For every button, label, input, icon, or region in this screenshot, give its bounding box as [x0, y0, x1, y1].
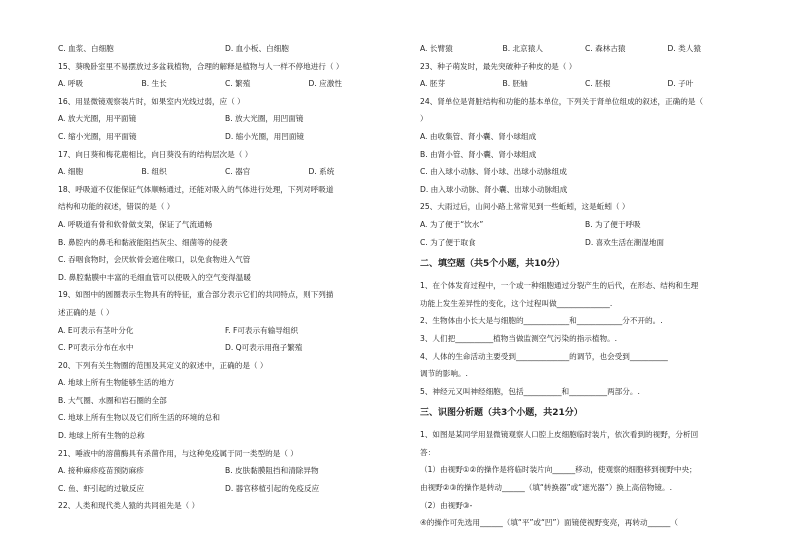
- text-line: C. 由入球小动脉、肾小球、出球小动脉组成: [420, 167, 567, 177]
- answer-option: D. 缩小光圈，用凹面镜: [225, 131, 305, 141]
- section-heading: 二、填空题（共5个小题，共10分）: [420, 259, 565, 270]
- answer-option: C. 血浆、白细胞: [58, 44, 114, 53]
- answer-option: B. 组织: [141, 167, 167, 177]
- text-line: 由视野②③的操作是转动______（填“转换器”或“遮光器”）换上高倍物镜。.: [420, 483, 672, 493]
- text-line: 15、葵晚卧室里不易摆放过多盆栽植物，合理的解释是植物与人一样不停地进行（ ）: [58, 61, 344, 71]
- text-line: 功能上发生差异性的变化，这个过程叫做______________.: [420, 298, 613, 308]
- answer-options-row: [58, 40, 392, 58]
- answer-options-row: [420, 40, 750, 58]
- text-line: 4、人体的生命活动主要受到______________的调节，也会受到__________: [420, 351, 668, 361]
- text-line: 3、人们把__________植物当做监测空气污染的指示植物。.: [420, 333, 618, 343]
- answer-options-row: [58, 339, 392, 357]
- answer-option: C. 森林古猿: [585, 44, 626, 53]
- answer-options-row: [58, 163, 392, 181]
- answer-option: D. 系统: [308, 167, 335, 177]
- answer-option: D. 类人猿: [667, 44, 701, 53]
- answer-options-row: [58, 128, 392, 146]
- text-line: 17、向日葵和梅花鹿相比，向日葵没有的结构层次是（ ）: [58, 149, 253, 159]
- text-line: 1、如图是某同学用显微镜观察人口腔上皮细胞临时装片，依次看到的视野，分析回: [420, 430, 699, 440]
- text-line: 结构和功能的叙述，错误的是（ ）: [58, 202, 175, 212]
- text-line: C. 地球上所有生物以及它们所生活的环境的总和: [58, 413, 221, 423]
- text-line: D. 由入球小动脉、肾小囊、出球小动脉组成: [420, 184, 568, 194]
- text-line: 5、神经元又叫神经细胞，包括__________和__________两部分。.: [420, 386, 640, 396]
- text-line: 25、大雨过后，山间小路上常常见到一些蚯蚓，这是蚯蚓（ ）: [420, 202, 630, 212]
- text-line: 述正确的是（ ）: [58, 307, 114, 317]
- answer-option: A. 接种麻疹疫苗预防麻疹: [58, 466, 144, 476]
- answer-option: A. 放大光圈，用平面镜: [58, 114, 137, 124]
- text-line: 调节的影响。.: [420, 369, 468, 379]
- answer-option: A. 胚芽: [420, 79, 446, 89]
- answer-option: B. 北京猿人: [502, 44, 543, 53]
- answer-options-row: [58, 110, 392, 128]
- answer-option: D. 应激性: [308, 79, 342, 89]
- answer-option: A. 呼吸: [58, 79, 84, 89]
- text-line: 20、下列有关生物圈的范围及其定义的叙述中，正确的是（ ）: [58, 360, 268, 370]
- answer-options-row: [58, 75, 392, 93]
- answer-option: B. 放大光圈，用凹面镜: [225, 114, 304, 124]
- text-line: D. 地球上所有生物的总称: [58, 431, 145, 441]
- text-line: 22、人类和现代类人猿的共同祖先是（ ）: [58, 501, 200, 511]
- text-line: ④的操作可先选用______（填“平”或“凹”）面镜使视野变亮，再转动______（: [420, 518, 678, 528]
- answer-options-row: [420, 75, 750, 93]
- section-heading: 三、识图分析题（共3个小题，共21分）: [420, 408, 583, 419]
- answer-option: D. 喜欢生活在潮湿地面: [585, 237, 665, 247]
- answer-option: C. P可表示分布在水中: [58, 343, 134, 353]
- answer-option: A. 长臂猿: [420, 44, 453, 53]
- text-line: C. 吞咽食物时，会厌软骨会遮住喉口，以免食物进入气管: [58, 255, 251, 265]
- answer-options-row: [58, 480, 392, 498]
- answer-option: D. Q可表示用孢子繁殖: [225, 343, 303, 353]
- left-column: [58, 40, 392, 515]
- answer-option: C. 器官: [225, 167, 251, 177]
- text-line: （2）由视野③-: [420, 500, 473, 510]
- answer-option: D. 子叶: [667, 79, 694, 89]
- answer-option: C. 胚根: [585, 79, 611, 89]
- text-line: ）: [420, 114, 428, 124]
- answer-option: B. 生长: [141, 79, 167, 89]
- answer-option: B. 胚轴: [502, 79, 528, 89]
- text-line: B. 大气圈、水圈和岩石圈的全部: [58, 395, 167, 405]
- answer-options-row: [58, 322, 392, 340]
- answer-option: C. 繁殖: [225, 79, 251, 89]
- text-line: 21、唾液中的溶菌酶具有杀菌作用，与这种免疫属于同一类型的是（ ）: [58, 448, 298, 458]
- answer-option: C. 为了便于取食: [420, 237, 476, 247]
- text-line: B. 鼻腔内的鼻毛和黏液能阻挡灰尘、细菌等的侵袭: [58, 237, 228, 247]
- answer-option: C. 鱼、虾引起的过敏反应: [58, 483, 145, 493]
- text-line: A. 由收集管、肾小囊、肾小球组成: [420, 131, 537, 141]
- answer-option: A. 细胞: [58, 167, 84, 177]
- text-line: A. 呼吸道有骨和软骨做支架，保证了气流通畅: [58, 219, 213, 229]
- answer-option: D. 器官移植引起的免疫反应: [225, 483, 320, 493]
- answer-option: C. 缩小光圈，用平面镜: [58, 131, 137, 141]
- text-line: 答：: [420, 447, 436, 457]
- answer-option: B. 皮肤黏膜阻挡和清除异物: [225, 466, 319, 476]
- right-column: [420, 40, 750, 532]
- text-line: 2、生物体由小长大是与细胞的____________和____________分不开的。.: [420, 316, 663, 326]
- text-line: 1、在个体发育过程中，一个或一种细胞通过分裂产生的后代，在形态、结构和生理: [420, 281, 699, 291]
- text-line: （1）由视野①②的操作是将临时装片向______移动，使观察的细胞移到视野中央；: [420, 465, 697, 475]
- answer-options-row: [58, 462, 392, 480]
- answer-option: A. 为了便于“饮水”: [420, 219, 484, 229]
- answer-option: A. E可表示有茎叶分化: [58, 325, 134, 335]
- text-line: 19、如图中的圆圈表示生物具有的特征，重合部分表示它们的共同特点，则下列描: [58, 290, 334, 300]
- answer-options-row: [420, 216, 750, 234]
- answer-option: D. 血小板、白细胞: [225, 44, 289, 53]
- text-line: 24、肾单位是肾脏结构和功能的基本单位，下列关于肾单位组成的叙述，正确的是（: [420, 96, 704, 106]
- text-line: A. 地球上所有生物能够生活的地方: [58, 378, 175, 388]
- text-line: D. 鼻腔黏膜中丰富的毛细血管可以使吸入的空气变得温暖: [58, 272, 251, 282]
- answer-option: F. F可表示有输导组织: [225, 325, 299, 335]
- text-line: B. 由肾小管、肾小囊、肾小球组成: [420, 149, 537, 159]
- answer-options-row: [420, 234, 750, 252]
- text-line: 16、用显微镜观察装片时，如果室内光线过弱，应（ ）: [58, 96, 245, 106]
- answer-option: B. 为了便于呼吸: [585, 219, 641, 229]
- text-line: 23、种子萌发时，最先突破种子种皮的是（ ）: [420, 61, 577, 71]
- text-line: 18、呼吸道不仅能保证气体顺畅通过，还能对吸入的气体进行处理，下列对呼吸道: [58, 184, 334, 194]
